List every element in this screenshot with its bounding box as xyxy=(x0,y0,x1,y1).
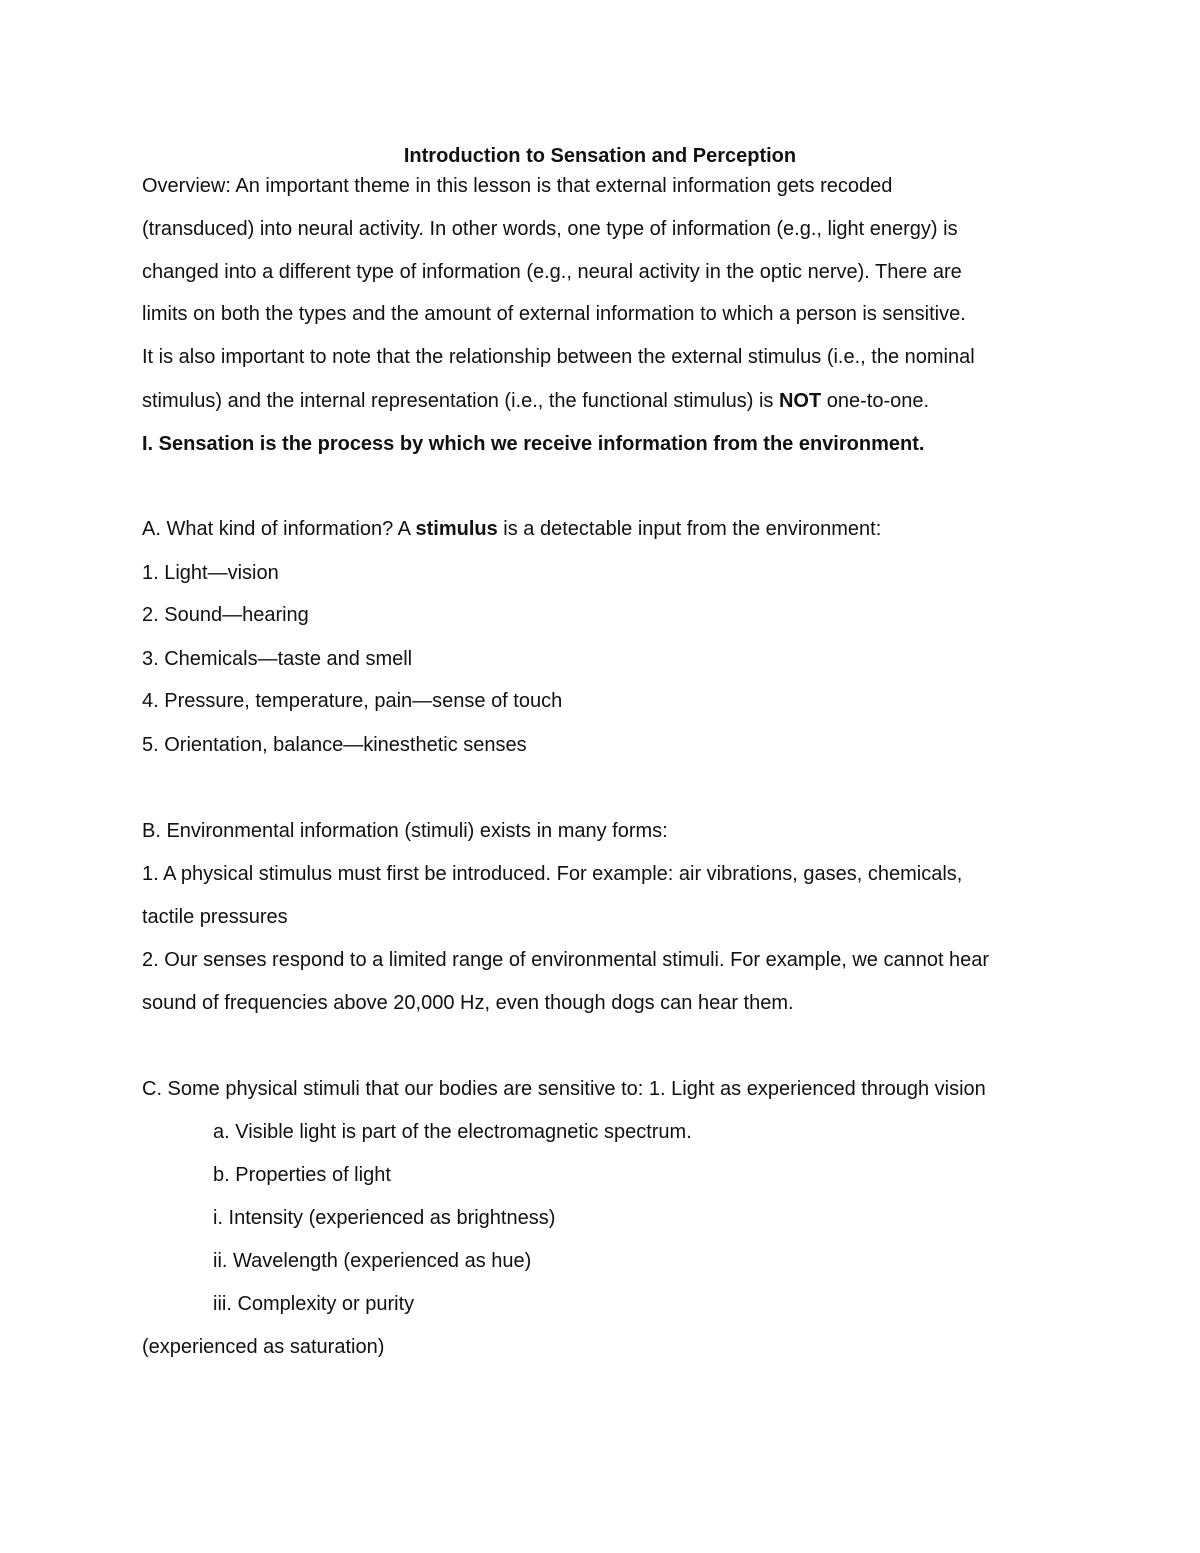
section-c-sub-item-ii: ii. Wavelength (experienced as hue) xyxy=(213,1250,532,1272)
overview-emphasis: NOT xyxy=(778,390,822,412)
overview-line-3: changed into a different type of information (e.g., neural activity in the optic nerve). There are xyxy=(142,261,962,283)
section-a-item-4: 4. Pressure, temperature, pain—sense of touch xyxy=(142,690,563,712)
section-c-trailing: (experienced as saturation) xyxy=(142,1336,385,1358)
section-b-line-3: 2. Our senses respond to a limited range of environmental stimuli. For example, we cannot hear xyxy=(142,949,990,971)
section-a-heading xyxy=(142,515,881,543)
overview-line-6 xyxy=(142,387,929,415)
section-a-heading-after: is a detectable input from the environment: xyxy=(497,518,882,540)
overview-line-5: It is also important to note that the relationship between the external stimulus (i.e., the nominal xyxy=(142,346,975,368)
section-a-item-1: 1. Light—vision xyxy=(142,562,279,584)
overview-line-6-after: one-to-one. xyxy=(821,390,930,412)
section-a-item-3: 3. Chemicals—taste and smell xyxy=(142,648,413,670)
section-c-sub-item-i: i. Intensity (experienced as brightness) xyxy=(213,1207,556,1229)
overview-line-4: limits on both the types and the amount of external information to which a person is sensitive. xyxy=(142,303,966,325)
section-b-line-4: sound of frequencies above 20,000 Hz, even though dogs can hear them. xyxy=(142,992,794,1014)
section-a-heading-before: A. What kind of information? A xyxy=(142,518,416,540)
section-c-sub-item-iii: iii. Complexity or purity xyxy=(213,1293,415,1315)
section-a-item-2: 2. Sound—hearing xyxy=(142,604,309,626)
section-a-item-5: 5. Orientation, balance—kinesthetic senses xyxy=(142,734,527,756)
section-c-sub-item-a: a. Visible light is part of the electromagnetic spectrum. xyxy=(213,1121,692,1143)
overview-line-6-before: stimulus) and the internal representation (i.e., the functional stimulus) is xyxy=(142,390,779,412)
section-b-line-2: tactile pressures xyxy=(142,906,288,928)
document-title: Introduction to Sensation and Perception xyxy=(403,145,797,167)
section-one-heading: I. Sensation is the process by which we receive information from the environment. xyxy=(142,433,925,455)
section-c-heading: C. Some physical stimuli that our bodies are sensitive to: 1. Light as experienced through vision xyxy=(142,1078,986,1100)
section-c-sub-item-b: b. Properties of light xyxy=(213,1164,391,1186)
section-a-emphasis: stimulus xyxy=(415,518,498,540)
overview-line-1: Overview: An important theme in this lesson is that external information gets recoded xyxy=(142,175,893,197)
overview-line-2: (transduced) into neural activity. In other words, one type of information (e.g., light energy) is xyxy=(142,218,958,240)
section-b-heading: B. Environmental information (stimuli) exists in many forms: xyxy=(142,820,668,842)
section-b-line-1: 1. A physical stimulus must first be introduced. For example: air vibrations, gases, chemicals, xyxy=(142,863,963,885)
